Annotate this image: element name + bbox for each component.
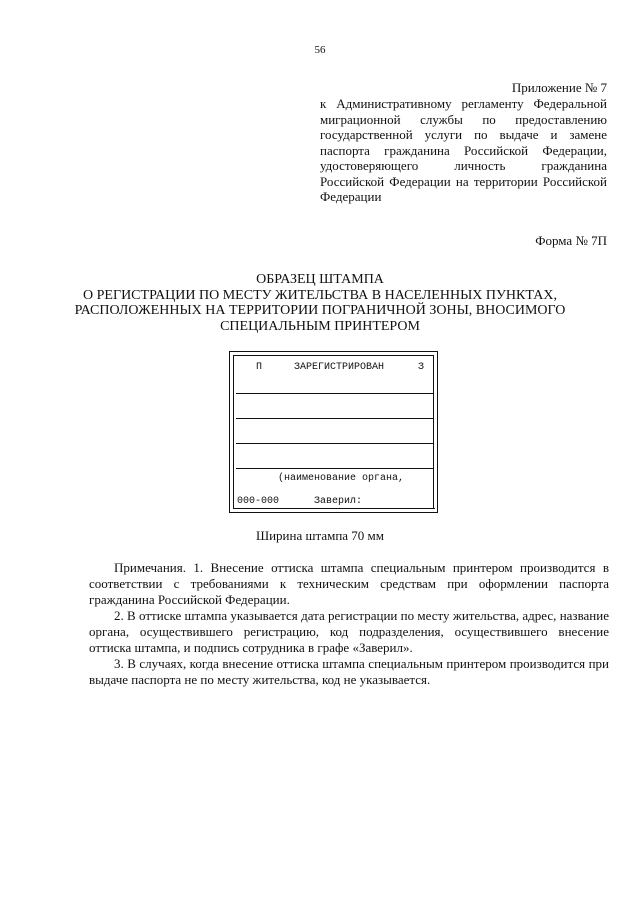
stamp-left-letter: П: [256, 362, 263, 373]
appendix-text: [320, 96, 607, 205]
stamp-blank-line: [236, 468, 434, 469]
note-paragraph: Примечания. 1. Внесение оттиска штампа специальным принтером производится в соответствии с требованиями к техническим средствам при оформлении паспорта гражданина Российской Федерации.: [89, 560, 609, 607]
appendix-line: к Административному регламенту Федеральной: [320, 96, 607, 111]
note-paragraph: 2. В оттиске штампа указывается дата регистрации по месту жительства, адрес, название органа, осуществившего регистрацию, код подразделения, осуществившего внесение оттиска штампа, и подпись сотрудника в графе «Заверил».: [89, 608, 609, 655]
stamp-sample: [229, 351, 438, 513]
appendix-line: государственной услуги по выдаче и замене: [320, 127, 607, 142]
stamp-blank-line: [236, 393, 434, 394]
document-title: [0, 272, 640, 334]
stamp-heading: ЗАРЕГИСТРИРОВАН: [294, 362, 385, 373]
page-number: 56: [314, 44, 326, 56]
appendix-line: Федерации: [320, 189, 382, 204]
appendix-title: Приложение № 7: [511, 80, 607, 95]
appendix-line: удостоверяющего личность гражданина: [320, 158, 607, 173]
title-line: РАСПОЛОЖЕННЫХ НА ТЕРРИТОРИИ ПОГРАНИЧНОЙ ЗОНЫ, ВНОСИМОГО: [74, 303, 566, 318]
appendix-line: миграционной службы по предоставлению: [320, 111, 607, 127]
stamp-signature-line: [371, 508, 435, 509]
stamp-verified-label: Заверил:: [314, 496, 363, 507]
notes-section: [89, 560, 609, 688]
stamp-org-caption: (наименование органа,: [278, 473, 405, 484]
note-paragraph: 3. В случаях, когда внесение оттиска штампа специальным принтером производится при выдаче паспорта не по месту жительства, код не указывается.: [89, 656, 609, 687]
appendix-line: Российской Федерации на территории Российской: [320, 173, 607, 189]
form-number: Форма № 7П: [535, 233, 607, 248]
title-line: О РЕГИСТРАЦИИ ПО МЕСТУ ЖИТЕЛЬСТВА В НАСЕЛЕННЫХ ПУНКТАХ,: [83, 287, 557, 303]
appendix-line: паспорта гражданина Российской Федерации,: [320, 142, 607, 158]
stamp-inner-frame: [233, 355, 434, 509]
stamp-right-letter: З: [418, 362, 425, 373]
stamp-width-caption: Ширина штампа 70 мм: [255, 528, 385, 543]
stamp-blank-line: [236, 443, 434, 444]
stamp-code: 000-000: [237, 496, 280, 507]
title-line: СПЕЦИАЛЬНЫМ ПРИНТЕРОМ: [220, 318, 420, 334]
stamp-blank-line: [236, 418, 434, 419]
title-line: ОБРАЗЕЦ ШТАМПА: [256, 272, 384, 287]
